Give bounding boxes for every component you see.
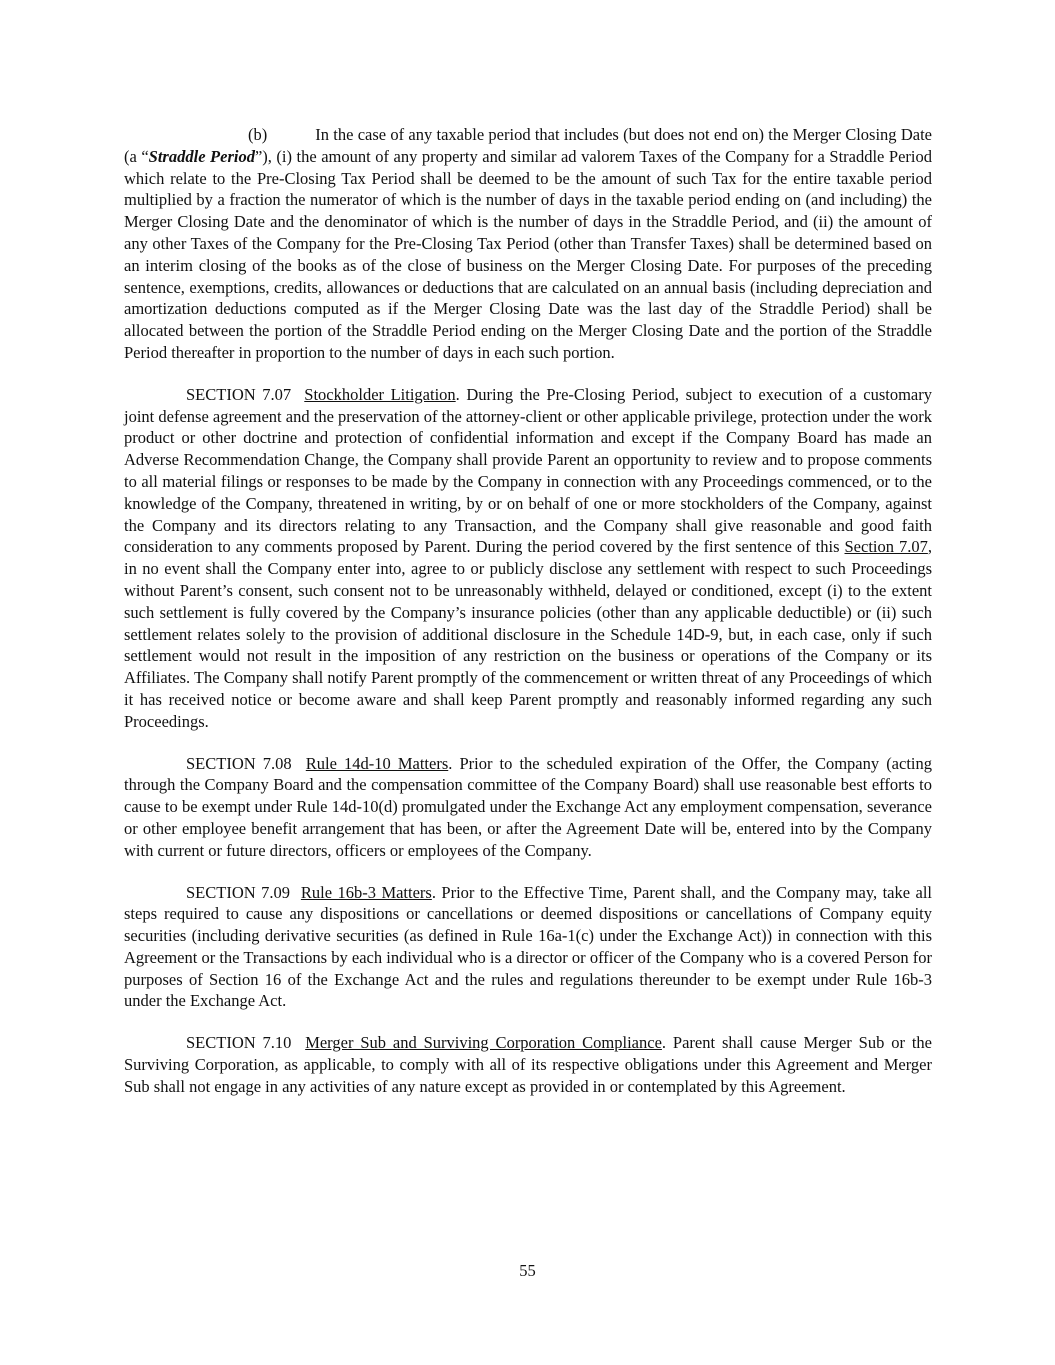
page-number: 55 <box>519 1261 536 1280</box>
section-7-10 <box>124 1032 932 1097</box>
section-number: SECTION 7.07 <box>186 384 292 404</box>
section-7-07 <box>124 384 932 733</box>
section-number: SECTION 7.09 <box>186 882 290 902</box>
section-number: SECTION 7.10 <box>186 1033 292 1053</box>
section-title: Stockholder Litigation <box>304 384 456 404</box>
section-title: Rule 14d-10 Matters <box>305 753 449 773</box>
paragraph-text: In the case of any taxable period that includes (but does not end on) the Merger Closing Date (a “ <box>124 125 932 166</box>
section-number: SECTION 7.08 <box>186 753 292 773</box>
cross-reference: Section 7.07 <box>844 537 928 557</box>
paragraph-text: ”), (i) the amount of any property and similar ad valorem Taxes of the Company for a Straddle Period which relate to the Pre-Closing Tax Period shall be deemed to be the amount of such Tax for the entire taxable period multiplied by a fraction the numerator of which is the number of days in the taxable period ending on (and including) the Merger Closing Date and the denominator of which is the number of days in the Straddle Period, and (ii) the amount of any other Taxes of the Company for the Pre-Closing Tax Period (other than Transfer Taxes) shall be determined based on an interim closing of the books as of the close of business on the Merger Closing Date. For purposes of the preceding sentence, exemptions, credits, allowances or deductions that are calculated on an annual basis (including depreciation and amortization deductions computed as if the Merger Closing Date was the last day of the Straddle Period) shall be allocated between the portion of the Straddle Period ending on the Merger Closing Date and the portion of the Straddle Period thereafter in proportion to the number of days in each such portion. <box>124 146 932 362</box>
section-7-08 <box>124 753 932 862</box>
section-7-09 <box>124 882 932 1013</box>
section-title: Rule 16b-3 Matters <box>300 882 432 902</box>
section-text: . Prior to the Effective Time, Parent shall, and the Company may, take all steps required to cause any dispositions or cancellations or deemed dispositions or cancellations of Company equity securities (including derivative securities (as defined in Rule 16a-1(c) under the Exchange Act)) in connection with this Agreement or the Transactions by each individual who is a director or officer of the Company who is a covered Person for purposes of Section 16 of the Exchange Act and the rules and regulations thereunder to be exempt under Rule 16b-3 under the Exchange Act. <box>124 882 932 1011</box>
paragraph-b <box>124 124 932 364</box>
defined-term: Straddle Period <box>148 146 255 166</box>
section-text: . Prior to the scheduled expiration of the Offer, the Company (acting through the Company Board and the compensation committee of the Company Board) shall use reasonable best efforts to cause to be exempt under Rule 14d-10(d) promulgated under the Exchange Act any employment compensation, severance or other employee benefit arrangement that has been, or after the Agreement Date will be, entered into by the Company with current or future directors, officers or employees of the Company. <box>124 753 932 860</box>
section-text: . Parent shall cause Merger Sub or the Surviving Corporation, as applicable, to comply with all of its respective obligations under this Agreement and Merger Sub shall not engage in any activities of any nature except as provided in or contemplated by this Agreement. <box>124 1033 932 1096</box>
section-text: . During the Pre-Closing Period, subject to execution of a customary joint defense agreement and the preservation of the attorney-client or other applicable privilege, protection under the work product or other doctrine and protection of confidential information and except if the Company Board has made an Adverse Recommendation Change, the Company shall provide Parent an opportunity to review and to propose comments to all material filings or responses to be made by the Company in connection with any Proceedings commenced, or to the knowledge of the Company, threatened in writing, by or on behalf of one or more stockholders of the Company, against the Company and its directors relating to any Transaction, and the Company shall give reasonable and good faith consideration to any comments proposed by Parent. During the period covered by the first sentence of this <box>124 384 933 557</box>
paragraph-label: (b) <box>248 125 268 144</box>
section-text: , in no event shall the Company enter into, agree to or publicly disclose any settlement with respect to such Proceedings without Parent’s consent, such consent not to be unreasonably withheld, delayed or conditioned, except (i) to the extent such settlement is fully covered by the Company’s insurance policies (other than any applicable deductible) or (ii) such settlement relates solely to the provision of additional disclosure in the Schedule 14D-9, but, in each case, only if such settlement would not result in the imposition of any restriction on the business or operations of the Company or its Affiliates. The Company shall notify Parent promptly of the commencement or written threat of any Proceedings of which it has received notice or become aware and shall keep Parent promptly and reasonably informed regarding any such Proceedings. <box>124 537 932 731</box>
document-page <box>124 124 932 1118</box>
section-title: Merger Sub and Surviving Corporation Compliance <box>305 1033 662 1053</box>
